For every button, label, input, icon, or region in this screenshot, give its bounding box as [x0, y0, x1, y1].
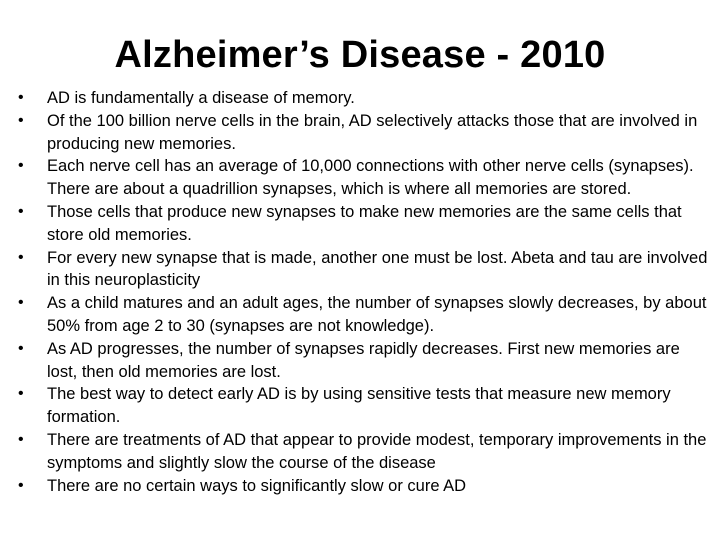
bullet-point-icon: •: [18, 111, 24, 129]
slide-title: Alzheimer’s Disease - 2010: [114, 34, 606, 76]
bullet-text: For every new synapse that is made, another one must be lost. Abeta and tau are involved in this neuroplasticity: [47, 248, 708, 290]
bullet-point-icon: •: [18, 202, 24, 220]
bullet-point-icon: •: [18, 248, 24, 266]
bullet-item: [18, 475, 708, 498]
bullet-text: There are treatments of AD that appear to provide modest, temporary improvements in the symptoms and slightly slow the course of the disease: [47, 430, 707, 472]
bullet-item: [18, 201, 708, 247]
bullet-point-icon: •: [18, 430, 24, 448]
bullet-text: As a child matures and an adult ages, the number of synapses slowly decreases, by about 50% from age 2 to 30 (synapses are not knowledge).: [47, 294, 707, 335]
bullet-list: [18, 87, 708, 497]
bullet-text: There are no certain ways to significantly slow or cure AD: [47, 476, 467, 495]
bullet-text: Those cells that produce new synapses to make new memories are the same cells that store old memories.: [47, 202, 682, 244]
bullet-item: [18, 338, 708, 384]
bullet-item: [18, 110, 708, 156]
bullet-item: [18, 247, 708, 293]
bullet-item: [18, 155, 708, 201]
bullet-text: The best way to detect early AD is by using sensitive tests that measure new memory formation.: [47, 385, 671, 427]
bullet-item: [18, 429, 708, 475]
bullet-item: [18, 292, 708, 338]
bullet-text: AD is fundamentally a disease of memory.: [47, 89, 355, 107]
bullet-point-icon: •: [18, 157, 24, 175]
bullet-text: Of the 100 billion nerve cells in the brain, AD selectively attacks those that are involved in producing new memories.: [47, 111, 698, 153]
bullet-text: As AD progresses, the number of synapses rapidly decreases. First new memories are lost, then old memories are lost.: [47, 339, 680, 381]
bullet-point-icon: •: [18, 89, 24, 106]
bullet-point-icon: •: [18, 294, 24, 312]
bullet-text: Each nerve cell has an average of 10,000 connections with other nerve cells (synapses). There are about a quadrillion synapses, which is where all memories are stored.: [47, 157, 694, 199]
bullet-point-icon: •: [18, 339, 24, 357]
bullet-item: [18, 383, 708, 429]
bullet-point-icon: •: [18, 476, 24, 494]
bullet-point-icon: •: [18, 385, 24, 403]
bullet-item: [18, 87, 708, 110]
